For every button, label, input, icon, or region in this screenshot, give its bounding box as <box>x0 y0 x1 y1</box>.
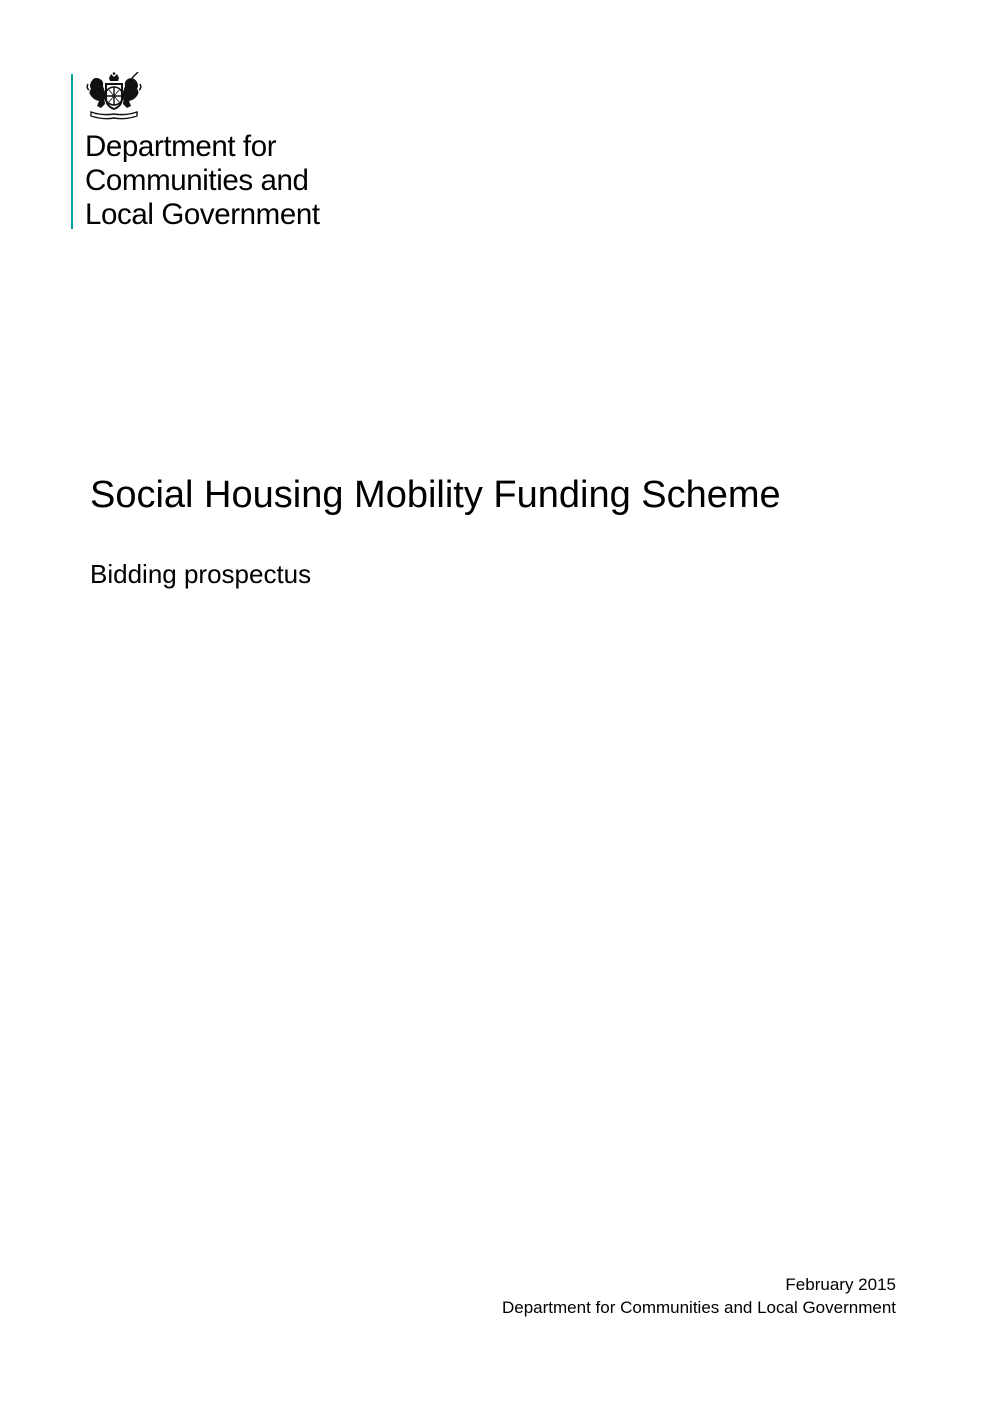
document-title: Social Housing Mobility Funding Scheme <box>90 474 781 516</box>
logo-accent-bar <box>71 74 73 229</box>
cover-footer <box>502 1273 896 1319</box>
publication-date: February 2015 <box>785 1275 896 1294</box>
royal-coat-of-arms-icon <box>85 72 143 122</box>
department-name <box>85 130 320 232</box>
department-name-line-3: Local Government <box>85 198 320 231</box>
document-subtitle: Bidding prospectus <box>90 559 312 589</box>
department-logo <box>71 74 371 229</box>
publishing-organisation: Department for Communities and Local Government <box>501 1298 896 1317</box>
department-name-line-2: Communities and <box>85 164 309 197</box>
department-name-line-1: Department for <box>85 130 277 163</box>
